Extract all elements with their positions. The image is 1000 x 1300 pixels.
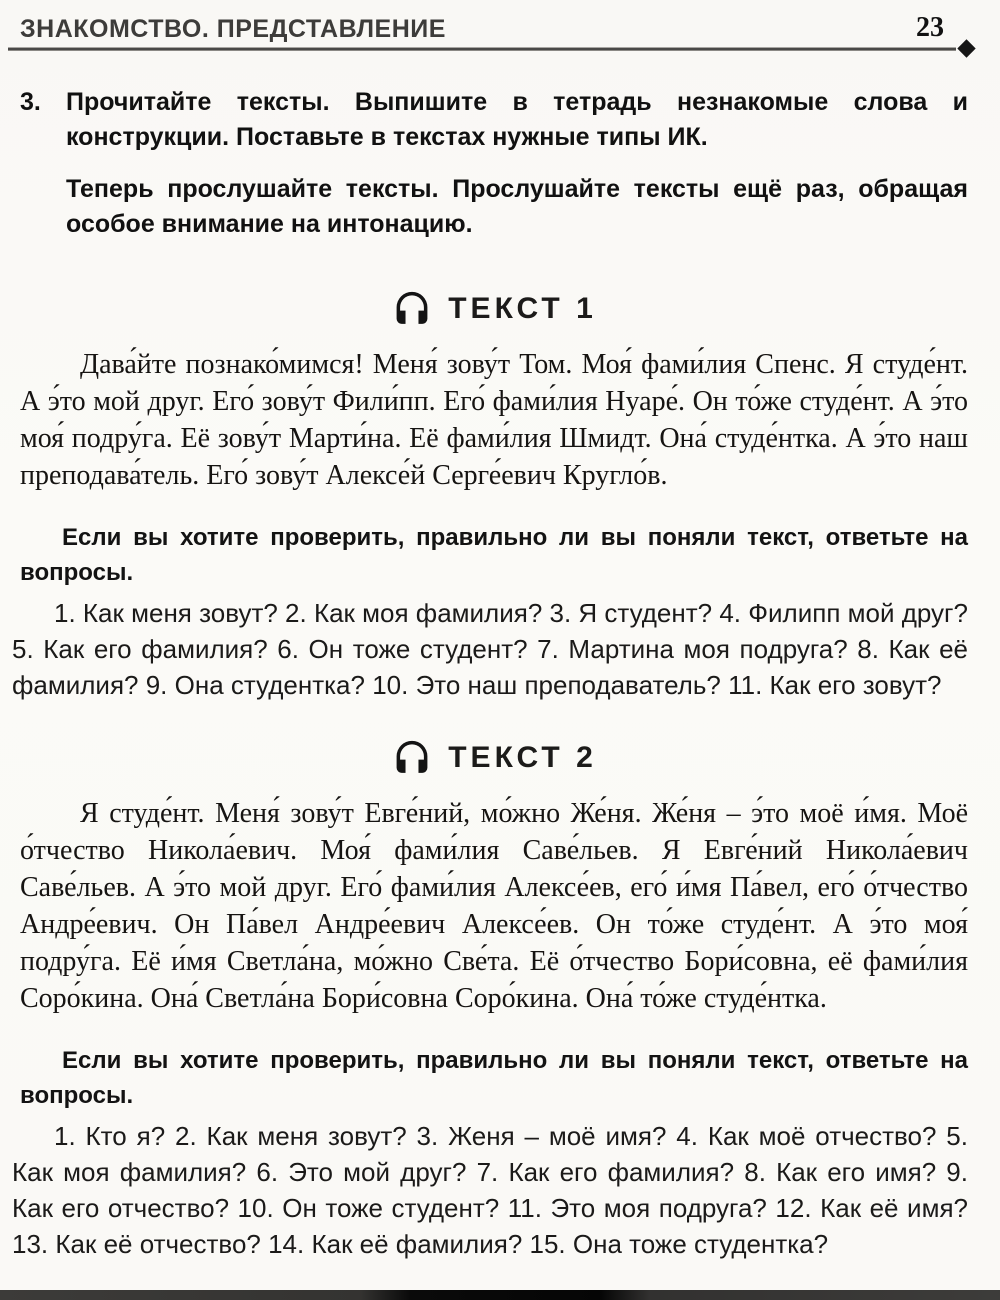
text-2-check-prompt: Если вы хотите проверить, правильно ли вы поняли текст, ответьте на вопросы. [20, 1047, 968, 1109]
exercise-instruction-row [20, 85, 968, 155]
text-2-heading [20, 737, 968, 779]
text-2-body: Я студе́нт. Меня́ зову́т Евге́ний, мо́жно Же́ня. Же́ня – э́то моё и́мя. Моё о́тчество Никола́евич. Моя́ фами́лия Саве́льев. Я Евге́ний Никола́евич Саве́льев. А э́то мой друг. Его́ фами́лия Алексе́ев, его́ и́мя Па́вел, его́ о́тчество Андре́евич. Он Па́вел Андре́евич Алексе́ев. Он то́же студе́нт. А э́то моя́ подру́га. Её и́мя Светла́на, мо́жно Све́та. Её о́тчество Бори́совна, её фами́лия Соро́кина. Она́ Светла́на Бори́совна Соро́кина. Она́ то́же студе́нтка. [20, 798, 968, 1014]
text-2-questions: 1. Кто я? 2. Как меня зовут? 3. Женя – моё имя? 4. Как моё отчество? 5. Как моя фамилия? 6. Это мой друг? 7. Как его фамилия? 8. Как его имя? 9. Как его отчество? 10. Он тоже студент? 11. Это моя подруга? 12. Как её имя? 13. Как её отчество? 14. Как её фамилия? 15. Она тоже студентка? [12, 1121, 968, 1259]
header-rule [8, 47, 956, 51]
chapter-title: ЗНАКОМСТВО. ПРЕДСТАВЛЕНИЕ [20, 15, 446, 43]
text-1-body: Дава́йте познако́мимся! Меня́ зову́т Том. Моя́ фами́лия Спенс. Я студе́нт. А э́то мой друг. Его́ зову́т Фили́пп. Его́ фами́лия Нуаре́. Он то́же студе́нт. А э́то моя́ подру́га. Её зову́т Марти́на. Её фами́лия Шмидт. Она́ студе́нтка. А э́то наш преподава́тель. Его́ зову́т Алексе́й Серге́евич Кругло́в. [20, 349, 968, 491]
headphones-icon [391, 737, 433, 779]
exercise-number: 3. [20, 88, 41, 116]
text-1-heading [20, 288, 968, 330]
text-1-heading-label: ТЕКСТ 1 [448, 292, 597, 325]
text-1-check-prompt: Если вы хотите проверить, правильно ли вы поняли текст, ответьте на вопросы. [20, 524, 968, 586]
exercise-3 [20, 85, 968, 242]
page-header [0, 0, 1000, 44]
text-1-questions: 1. Как меня зовут? 2. Как моя фамилия? 3. Я студент? 4. Филипп мой друг? 5. Как его фамилия? 6. Он тоже студент? 7. Мартина моя подруга? 8. Как её фамилия? 9. Она студентка? 10. Это наш преподаватель? 11. Как его зовут? [12, 598, 968, 700]
scan-footer-bar [0, 1290, 1000, 1300]
text-section-1 [12, 288, 968, 703]
page-number: 23 [916, 12, 944, 43]
headphones-icon [391, 288, 433, 330]
exercise-instruction-2: Теперь прослушайте тексты. Прослушайте тексты ещё раз, обращая особое внимание на интонацию. [66, 175, 968, 238]
exercise-instruction-1: Прочитайте тексты. Выпишите в тетрадь незнакомые слова и конструкции. Поставьте в текстах нужные типы ИК. [66, 88, 968, 151]
text-2-heading-label: ТЕКСТ 2 [448, 741, 597, 774]
text-section-2 [12, 737, 968, 1262]
